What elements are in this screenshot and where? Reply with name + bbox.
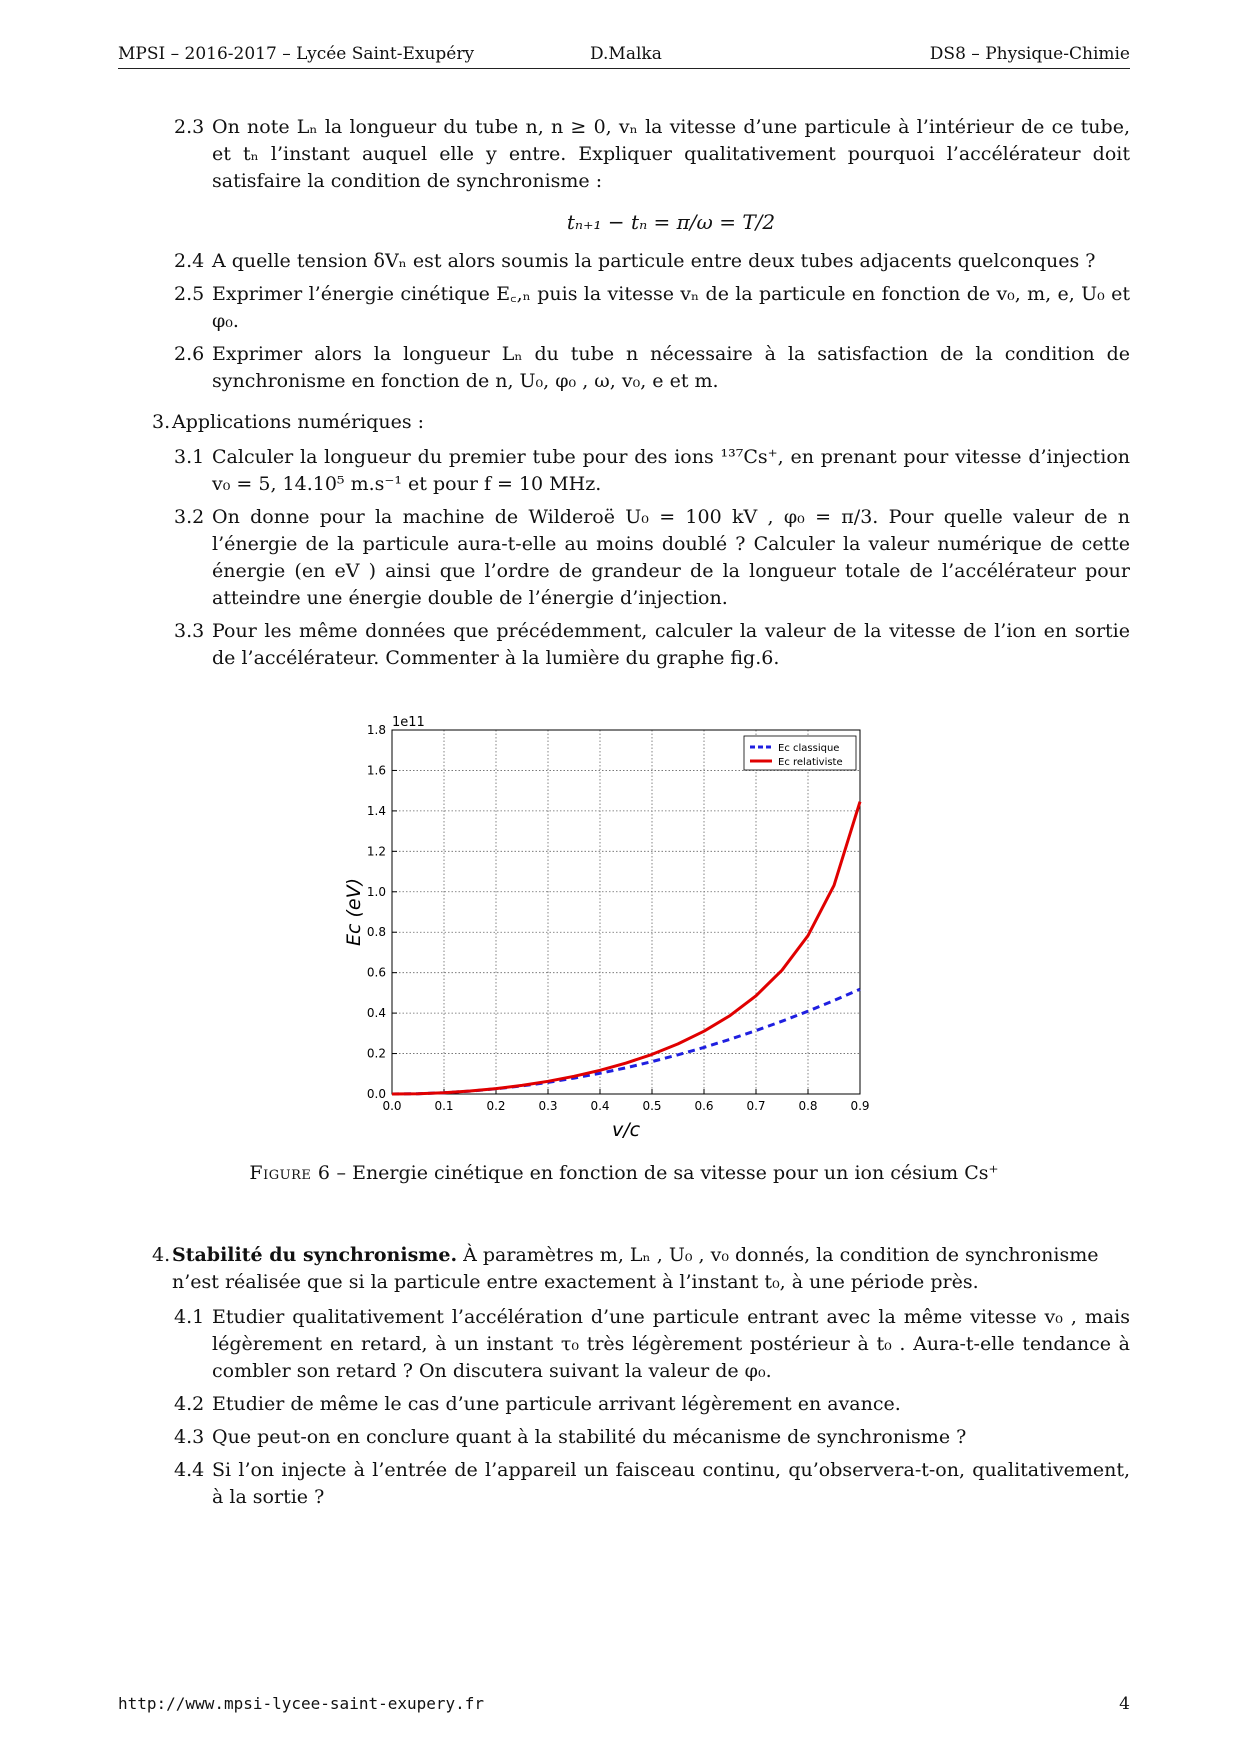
chart-svg [340,708,880,1138]
question-4-2 [118,1391,1130,1418]
y-tick-label: 1.2 [366,844,386,859]
question-text: Pour les même données que précédemment, calculer la valeur de la vitesse de l’ion en sortie de l’accélérateur. Commenter à la lumière du graphe fig.6. [212,620,1130,669]
question-2-4 [118,248,1130,275]
footer-url[interactable]: http://www.mpsi-lycee-saint-exupery.fr [118,1694,485,1713]
x-tick-label: 0.3 [538,1099,558,1113]
series-layer [392,802,860,1094]
question-number: 3.1 [174,446,205,468]
header-course: MPSI – 2016-2017 – Lycée Saint-Exupéry [118,44,475,64]
question-3-2 [118,504,1130,612]
figure-6-chart [340,708,880,1138]
question-number: 2.5 [174,283,205,305]
question-2-6 [118,341,1130,395]
section-4-heading [118,1242,1130,1296]
legend-label-0: Ec classique [778,743,840,754]
question-number: 2.6 [174,343,205,365]
question-4-4 [118,1457,1130,1511]
page-number: 4 [1119,1694,1130,1714]
y-axis-label: Ec (eV) [343,877,365,947]
question-4-1 [118,1304,1130,1385]
question-number: 4.4 [174,1459,205,1481]
x-tick-label: 0.2 [486,1099,506,1113]
legend [744,736,856,770]
section-text: À paramètres m, Lₙ , U₀ , v₀ donnés, la condition de synchronisme n’est réalisée que si la particule entre exactement à l’instant t₀, à une période près. [172,1244,1099,1293]
x-axis-label: v/c [611,1119,641,1138]
figure-caption [118,1162,1130,1184]
question-text: Que peut-on en conclure quant à la stabilité du mécanisme de synchronisme ? [212,1426,967,1448]
question-4-3 [118,1424,1130,1451]
question-number: 4.3 [174,1426,205,1448]
x-tick-label: 0.5 [642,1099,662,1113]
question-text: Si l’on injecte à l’entrée de l’appareil un faisceau continu, qu’observera-t-on, qualitativement, à la sortie ? [212,1459,1130,1508]
x-tick-label: 0.6 [694,1099,714,1113]
y-multiplier-label: 1e11 [392,715,425,730]
grid-layer [392,730,860,1094]
question-text: On note Lₙ la longueur du tube n, n ≥ 0, vₙ la vitesse d’une particule à l’intérieur de ce tube, et tₙ l’instant auquel elle y entre. Expliquer qualitativement pourquoi l’accélérateur doit satisfaire la condition de synchronisme : [212,116,1130,192]
questions-part-2-3 [118,114,1130,678]
x-tick-label: 0.1 [434,1099,454,1113]
figure-label: Figure 6 [249,1162,331,1184]
y-tick-label: 1.6 [366,763,386,778]
x-tick-label: 0.7 [746,1099,766,1113]
y-tick-label: 0.8 [366,925,386,940]
page-header [118,42,1130,69]
question-text: On donne pour la machine de Wilderoë U₀ = 100 kV , φ₀ = π/3. Pour quelle valeur de n l’énergie de la particule aura-t-elle au moins doublé ? Calculer la valeur numérique de cette énergie (en eV ) ainsi que l’ordre de grandeur de la longueur totale de l’accélérateur pour atteindre une énergie double de l’énergie d’injection. [212,506,1130,609]
plot-frame [392,730,860,1094]
question-text: Exprimer l’énergie cinétique E꜀,ₙ puis la vitesse vₙ de la particule en fonction de v₀, m, e, U₀ et φ₀. [212,283,1130,332]
section-3-heading [118,409,1130,436]
question-number: 3.2 [174,506,205,528]
y-tick-label: 0.6 [366,965,386,980]
question-3-3 [118,618,1130,672]
y-tick-label: 1.8 [366,723,386,737]
series-line-0 [392,989,860,1094]
question-number: 3.3 [174,620,205,642]
y-tick-label: 1.4 [366,803,386,818]
figure-caption-text: – Energie cinétique en fonction de sa vitesse pour un ion césium Cs⁺ [330,1162,999,1184]
section-number: 4. [152,1244,171,1266]
question-number: 2.3 [174,116,205,138]
x-tick-label: 0.0 [382,1099,402,1113]
page-footer [118,1694,1130,1714]
section-number: 3. [152,411,171,433]
question-number: 4.2 [174,1393,205,1415]
legend-label-1: Ec relativiste [778,757,843,768]
question-text: A quelle tension δVₙ est alors soumis la particule entre deux tubes adjacents quelconques ? [212,250,1096,272]
question-text: Calculer la longueur du premier tube pour des ions ¹³⁷Cs⁺, en prenant pour vitesse d’injection v₀ = 5, 14.10⁵ m.s⁻¹ et pour f = 10 MHz. [212,446,1130,495]
series-line-1 [392,802,860,1094]
synchronism-equation: tₙ₊₁ − tₙ = π/ω = T/2 [566,210,776,234]
questions-part-4 [118,1228,1130,1517]
question-number: 2.4 [174,250,205,272]
y-tick-label: 0.4 [366,1006,386,1021]
section-title: Stabilité du synchronisme. [172,1244,458,1266]
x-tick-label: 0.4 [590,1099,610,1113]
question-text: Exprimer alors la longueur Lₙ du tube n nécessaire à la satisfaction de la condition de synchronisme en fonction de n, U₀, φ₀ , ω, v₀, e et m. [212,343,1130,392]
question-2-3 [118,114,1130,195]
x-tick-label: 0.9 [850,1099,870,1113]
question-text: Etudier qualitativement l’accélération d’une particule entrant avec la même vitesse v₀ , mais légèrement en retard, à un instant τ₀ très légèrement postérieur à t₀ . Aura-t-elle tendance à combler son retard ? On discutera suivant la valeur de φ₀. [212,1306,1130,1382]
y-tick-label: 0.0 [366,1087,386,1101]
question-3-1 [118,444,1130,498]
y-tick-label: 0.2 [366,1046,386,1061]
question-text: Etudier de même le cas d’une particule arrivant légèrement en avance. [212,1393,901,1415]
question-number: 4.1 [174,1306,205,1328]
tick-layer [367,723,870,1113]
header-author: D.Malka [590,44,662,64]
x-tick-label: 0.8 [798,1099,818,1113]
section-title: Applications numériques : [172,411,425,433]
question-2-5 [118,281,1130,335]
y-tick-label: 1.0 [366,884,386,899]
header-exam: DS8 – Physique-Chimie [929,44,1130,64]
